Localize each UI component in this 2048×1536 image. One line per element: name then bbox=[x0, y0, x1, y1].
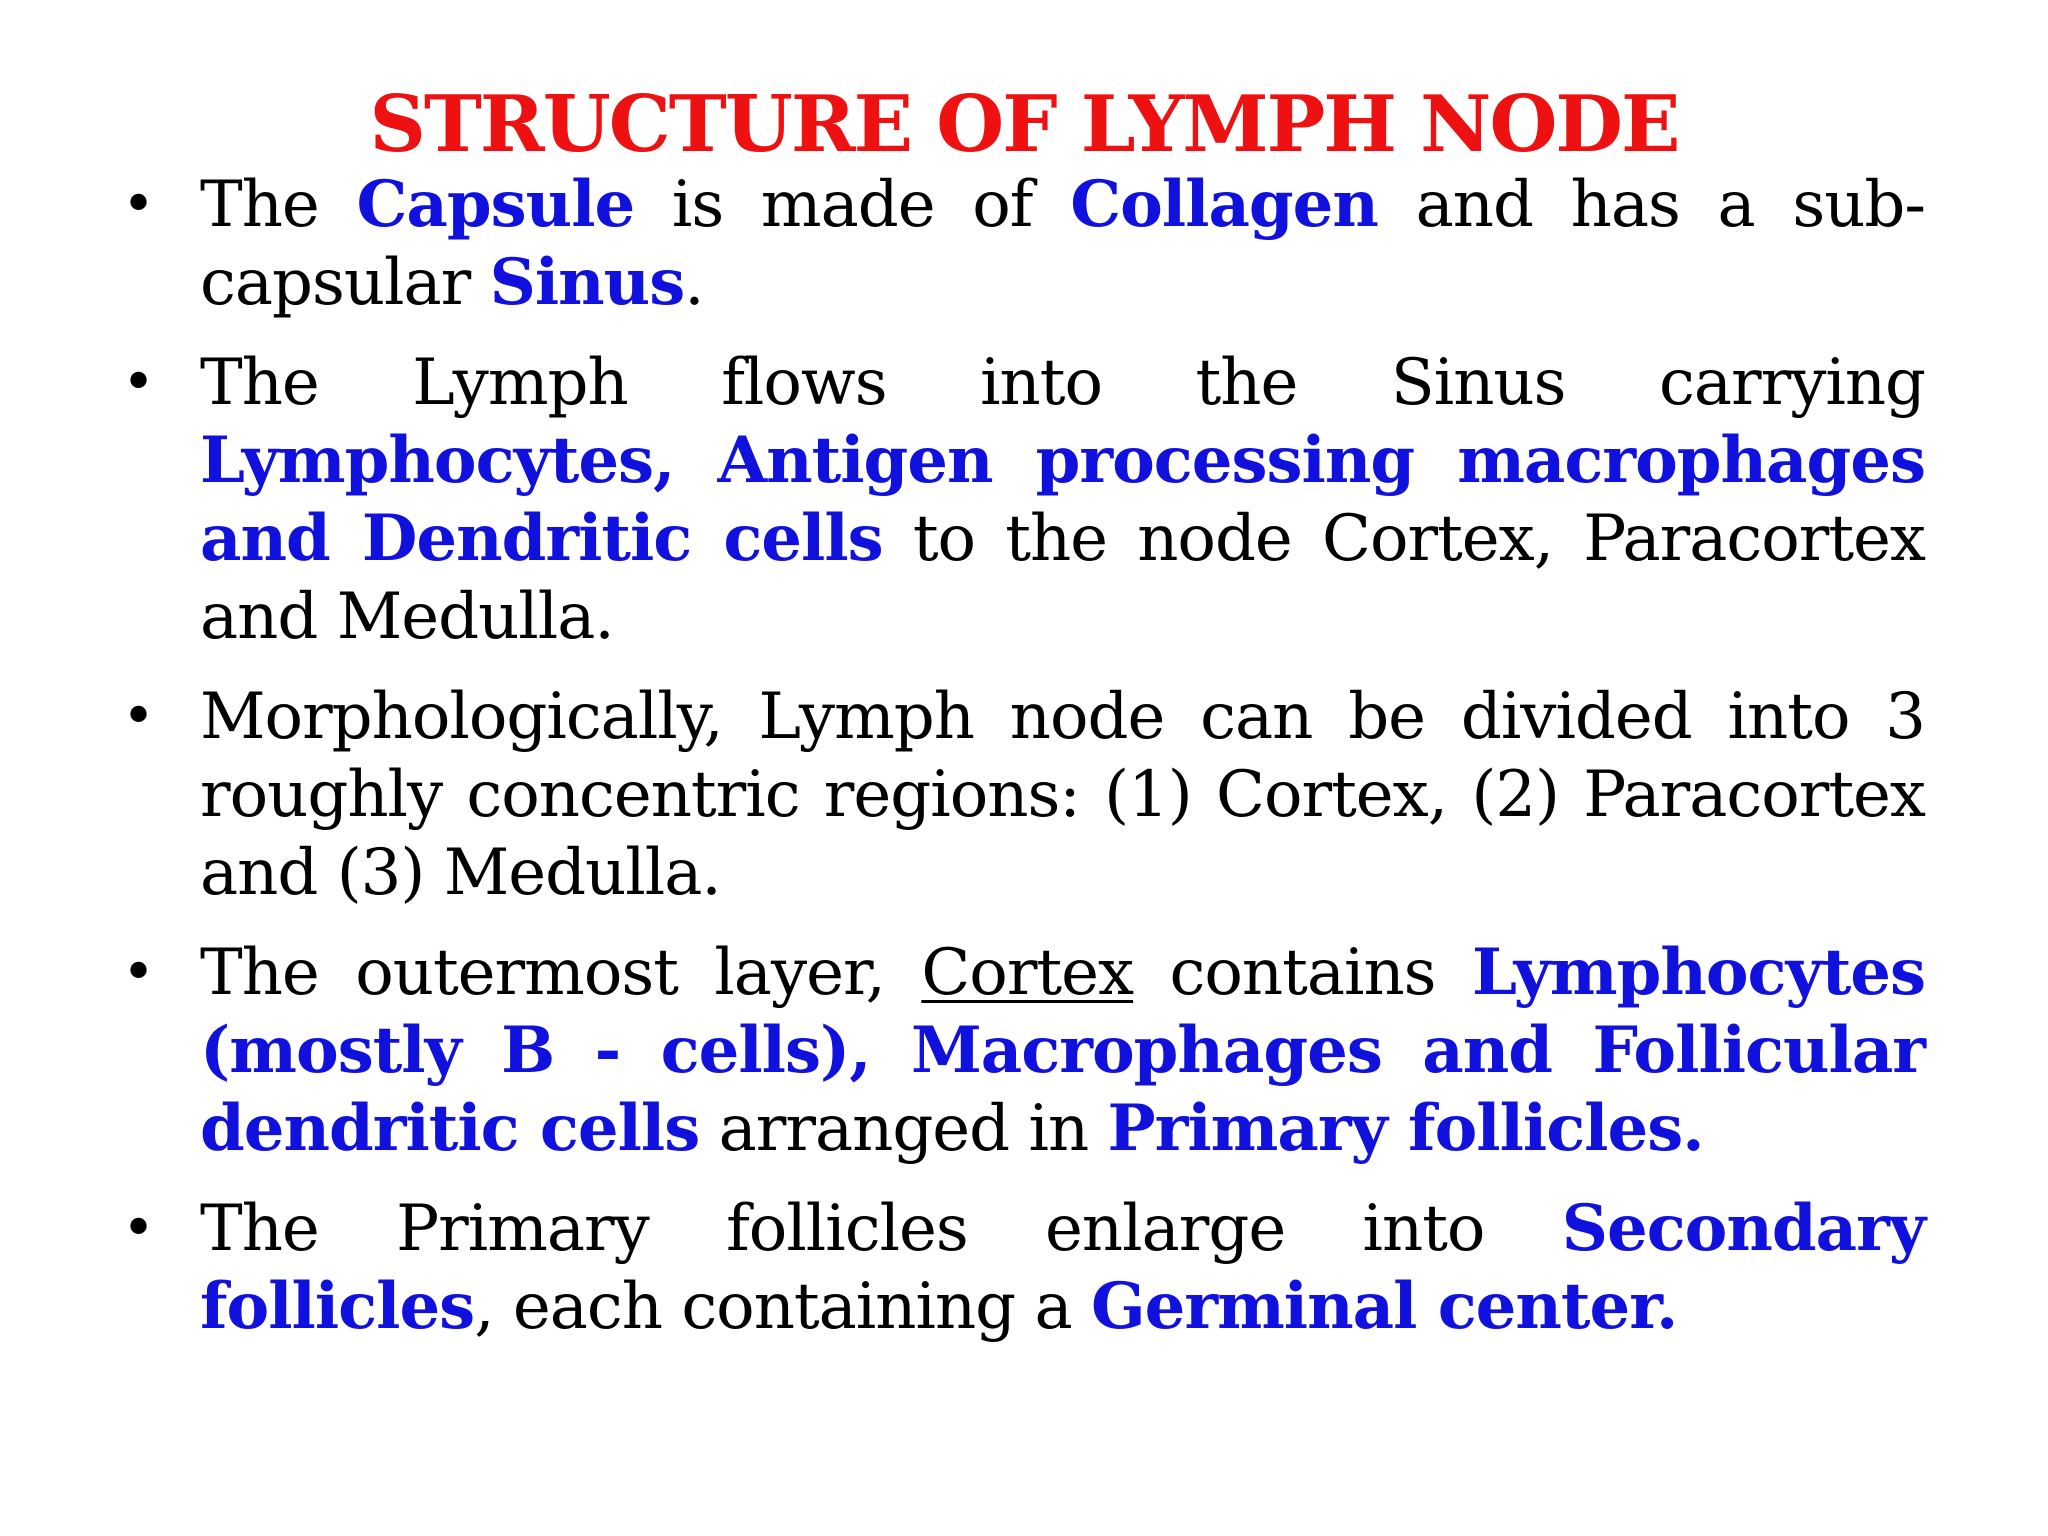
text-segment: The Lymph flows into the Sinus carrying bbox=[200, 346, 1925, 420]
bullet-dot-icon: • bbox=[122, 940, 155, 1005]
bullet-item bbox=[122, 934, 1926, 1168]
text-segment: The Primary follicles enlarge into bbox=[200, 1192, 1562, 1266]
highlight-term: Sinus bbox=[489, 245, 685, 320]
highlight-term: Lymphocytes (mostly B - cells), Macrophages and Follicular dendritic cells bbox=[200, 935, 1926, 1166]
bullet-dot-icon: • bbox=[122, 172, 155, 237]
bullet-item bbox=[122, 166, 1926, 322]
text-segment: The outermost layer, bbox=[200, 936, 922, 1010]
bullet-text bbox=[200, 1192, 1925, 1344]
bullet-text bbox=[200, 168, 1925, 320]
highlight-term: Secondary follicles bbox=[200, 1191, 1925, 1344]
highlight-term: Primary follicles. bbox=[1107, 1091, 1704, 1166]
highlight-term: Collagen bbox=[1070, 167, 1378, 242]
bullet-dot-icon: • bbox=[122, 1196, 155, 1261]
highlight-term: Capsule bbox=[356, 167, 635, 242]
bullet-dot-icon: • bbox=[122, 350, 155, 415]
highlight-term: Germinal center. bbox=[1090, 1269, 1678, 1344]
bullet-text bbox=[200, 936, 1925, 1166]
bullet-item bbox=[122, 344, 1926, 656]
text-segment: and has a sub-capsular bbox=[200, 168, 1926, 320]
text-segment: to the node Cortex, Paracortex and Medulla. bbox=[200, 502, 1926, 654]
bullet-item bbox=[122, 678, 1925, 912]
bullet-item bbox=[122, 1190, 1925, 1346]
text-segment: . bbox=[684, 246, 704, 320]
slide-title: STRUCTURE OF LYMPH NODE bbox=[369, 79, 1679, 170]
text-segment: contains bbox=[1133, 936, 1472, 1010]
text-segment: The bbox=[200, 168, 357, 242]
text-segment: Morphologically, Lymph node can be divided into 3 roughly concentric regions: (1) Cortex, (2) Paracortex and (3) Medulla. bbox=[200, 680, 1925, 910]
bullet-dot-icon: • bbox=[122, 684, 155, 749]
bullet-text bbox=[200, 680, 1925, 910]
text-segment: arranged in bbox=[699, 1092, 1108, 1166]
underlined-term: Cortex bbox=[921, 936, 1134, 1010]
bullet-list bbox=[122, 166, 1926, 1368]
text-segment: , each containing a bbox=[474, 1270, 1091, 1344]
highlight-term: Lymphocytes, Antigen processing macrophages and Dendritic cells bbox=[200, 423, 1925, 576]
bullet-text bbox=[200, 346, 1925, 654]
text-segment: is made of bbox=[634, 168, 1071, 242]
